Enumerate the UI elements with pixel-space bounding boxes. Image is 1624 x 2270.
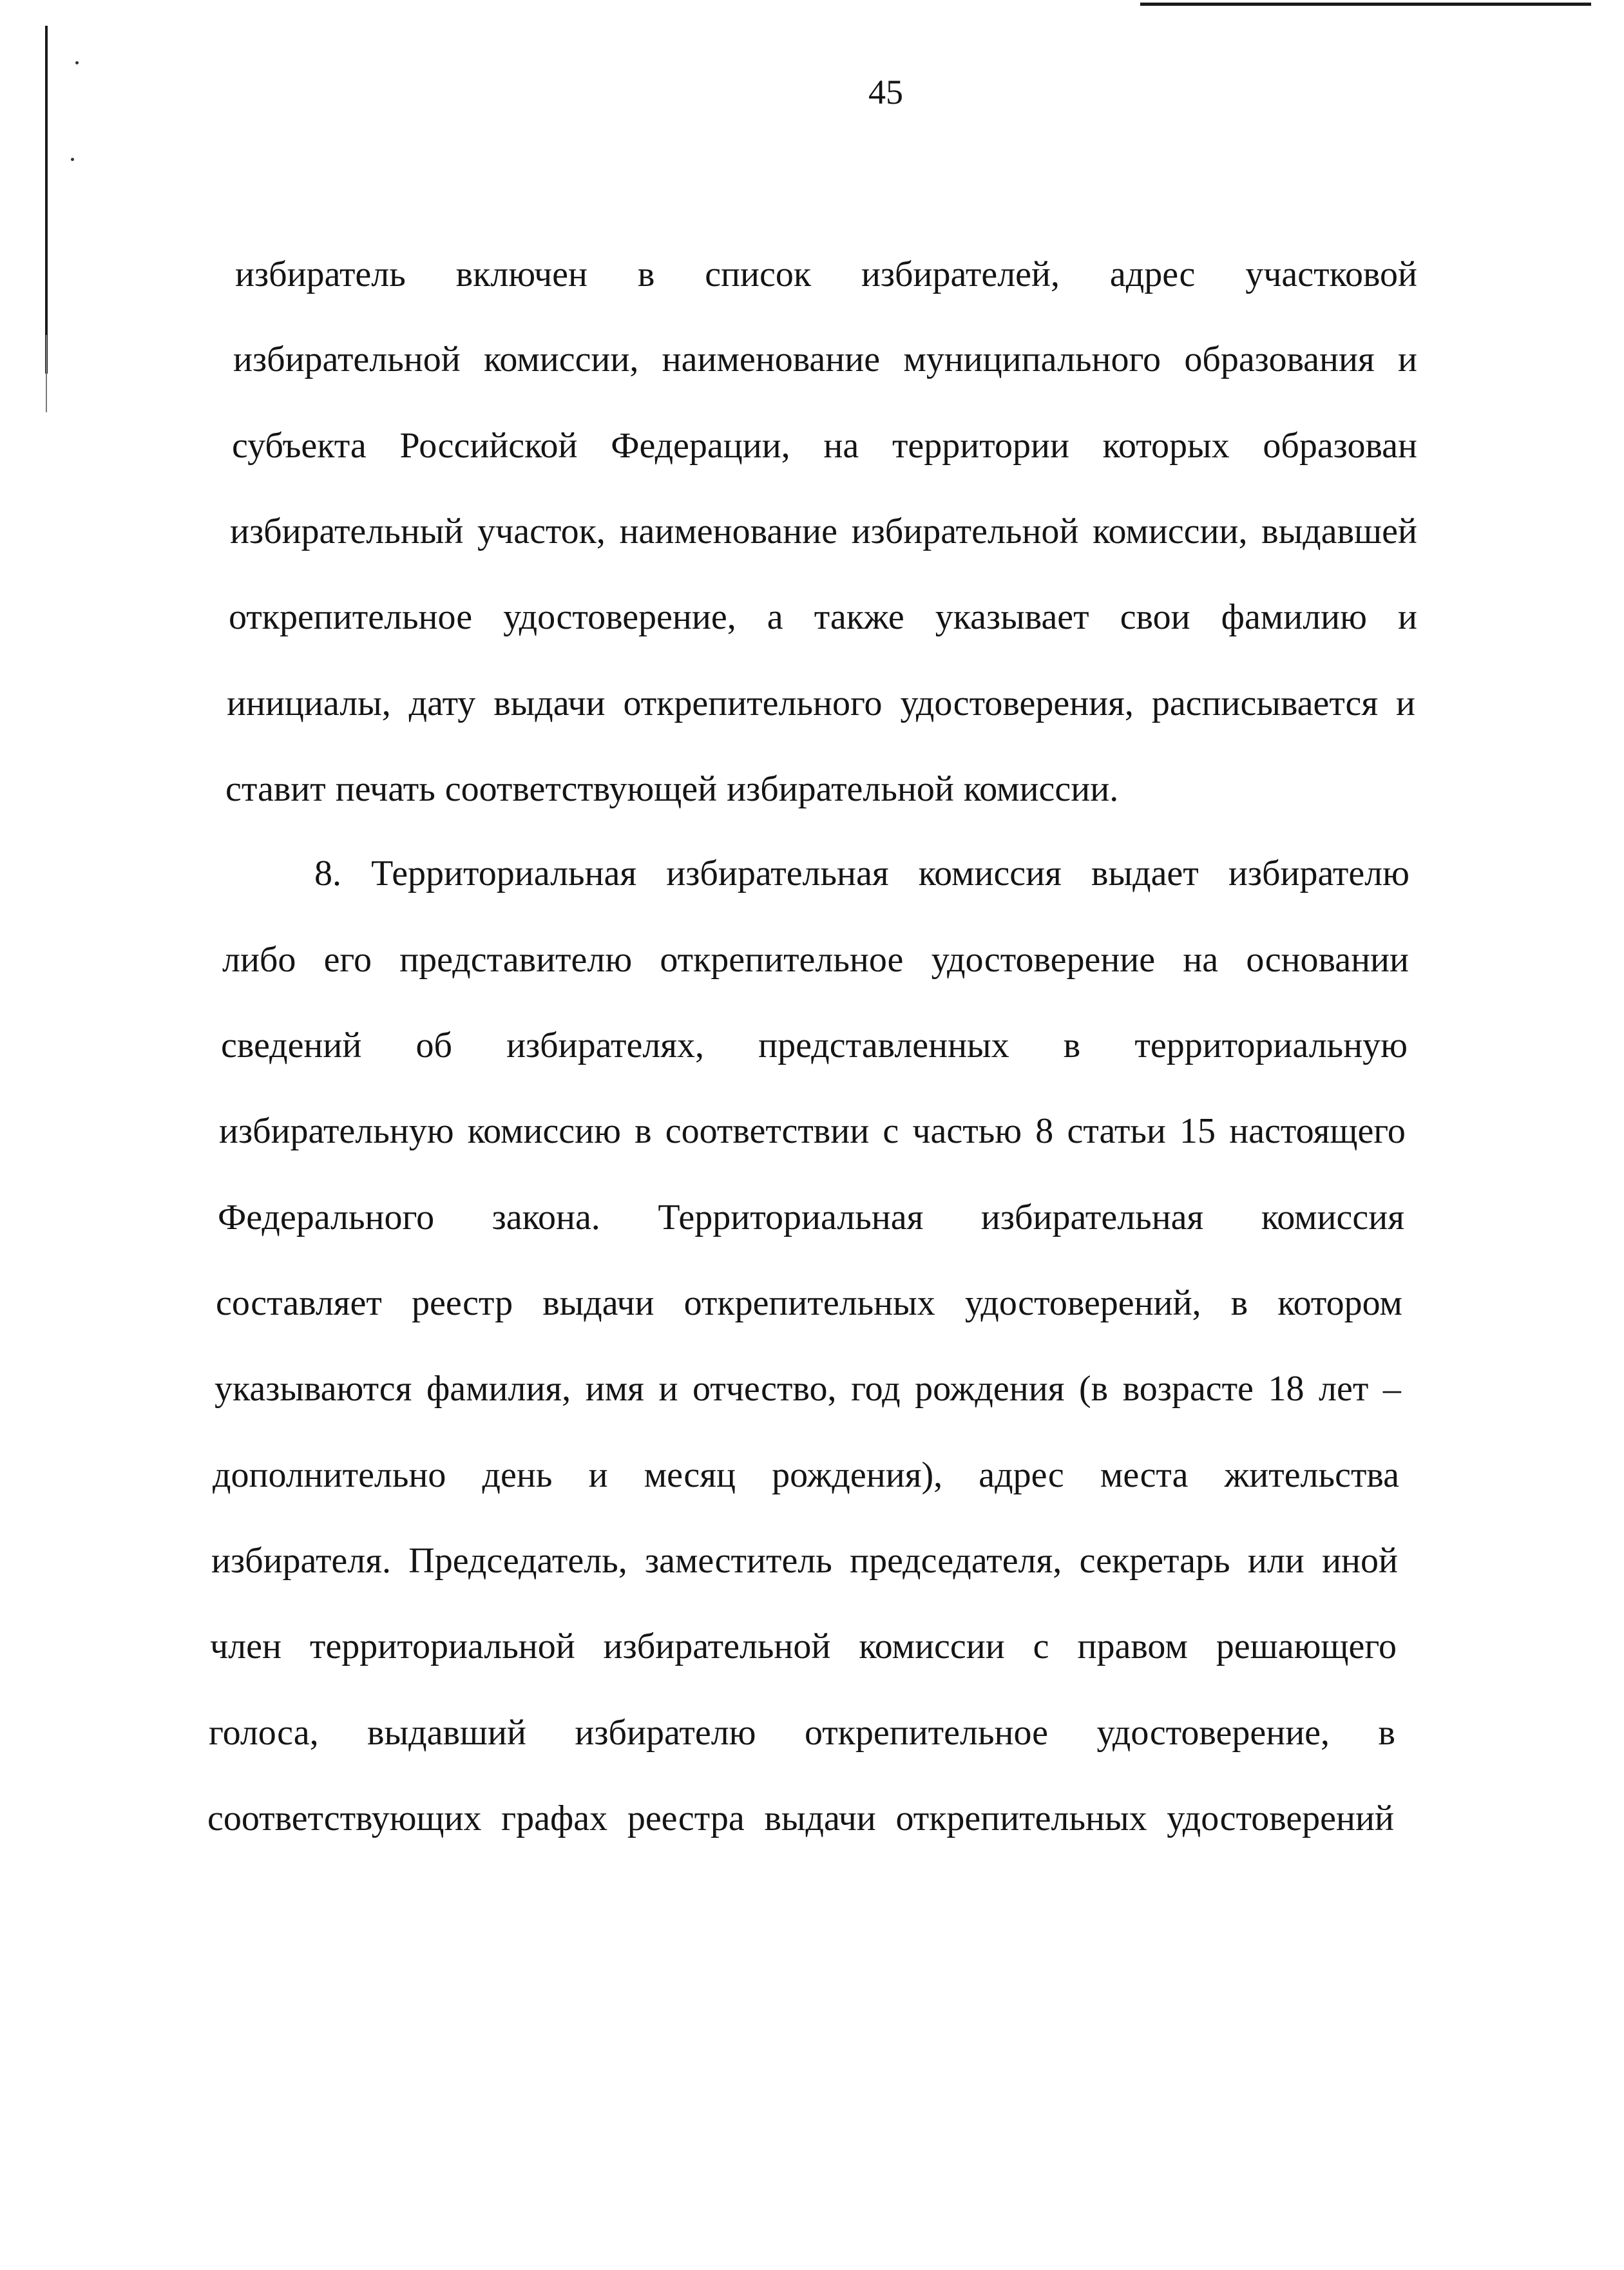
word: избиратель [235, 254, 406, 294]
word: жительства [1224, 1455, 1399, 1495]
word: в [1378, 1713, 1395, 1753]
word: Территориальная [371, 854, 637, 893]
word: графах [501, 1798, 608, 1838]
word: удостоверение [931, 940, 1156, 980]
word: в [1063, 1025, 1081, 1065]
word: секретарь [1079, 1541, 1230, 1581]
word: ставит [225, 769, 326, 809]
text-line [219, 1113, 1406, 1149]
word: на [823, 426, 859, 466]
word: представленных [758, 1025, 1009, 1065]
word: голоса, [209, 1713, 319, 1753]
text-line [233, 341, 1417, 377]
word: правом [1077, 1626, 1188, 1666]
word: места [1100, 1455, 1189, 1495]
word: об [416, 1025, 452, 1065]
word: удостоверения, [900, 683, 1134, 723]
text-line [229, 599, 1417, 635]
word: 15 [1180, 1111, 1216, 1151]
word: избирателю [1228, 854, 1409, 893]
word: либо [222, 940, 296, 980]
word: муниципального [903, 339, 1161, 379]
word: избирательной [603, 1626, 831, 1666]
word: Федерации, [611, 426, 790, 466]
word: избирательный [230, 511, 464, 551]
word: включен [455, 254, 588, 294]
word: участковой [1245, 254, 1417, 294]
word: избирателей, [861, 254, 1060, 294]
word: или [1247, 1541, 1304, 1581]
word: соответствующих [207, 1798, 482, 1838]
text-line [215, 1371, 1401, 1407]
word: дату [408, 683, 476, 723]
word: избирательная [666, 854, 889, 893]
text-line [210, 1628, 1397, 1664]
word: Федерального [218, 1197, 435, 1237]
word: территориальной [309, 1626, 575, 1666]
text-line [235, 256, 1417, 292]
word: рождения), [772, 1455, 943, 1495]
word: комиссии. [963, 769, 1119, 809]
word: свои [1120, 597, 1190, 637]
word: месяц [644, 1455, 736, 1495]
page-number: 45 [868, 73, 903, 111]
text-line [207, 1800, 1394, 1836]
text-line [314, 855, 1409, 892]
word: выдает [1091, 854, 1199, 893]
word: заместитель [645, 1541, 832, 1581]
word: открепительное [229, 597, 473, 637]
word: комиссии, [484, 339, 639, 379]
word: Российской [399, 426, 578, 466]
text-line [216, 1285, 1402, 1321]
word: адрес [979, 1455, 1064, 1495]
word: субъекта [232, 426, 367, 466]
word: образования [1184, 339, 1375, 379]
word: территориальную [1134, 1025, 1408, 1065]
word: с [883, 1111, 899, 1151]
word: в [1230, 1283, 1248, 1323]
text-line [225, 771, 1160, 807]
word: указывает [935, 597, 1089, 637]
word: статьи [1067, 1111, 1166, 1151]
word: решающего [1216, 1626, 1397, 1666]
word: председателя, [850, 1541, 1062, 1581]
text-line [222, 942, 1409, 978]
word: открепительного [623, 683, 883, 723]
word: указываются [215, 1369, 412, 1409]
word: удостоверение, [1096, 1713, 1330, 1753]
word: и [1398, 597, 1417, 637]
word: удостоверений [1167, 1798, 1394, 1838]
word: 8. [314, 854, 341, 893]
word: – [1382, 1369, 1401, 1409]
text-line [227, 685, 1415, 721]
word: образован [1263, 426, 1417, 466]
word: избирателю [575, 1713, 756, 1753]
word: открепительное [660, 940, 904, 980]
word: член [210, 1626, 282, 1666]
word: расписывается [1151, 683, 1379, 723]
word: комиссию [467, 1111, 621, 1151]
word: имя [585, 1369, 644, 1409]
word: реестр [411, 1283, 513, 1323]
word: наименование [662, 339, 881, 379]
word: Территориальная [658, 1197, 924, 1237]
word: печать [335, 769, 435, 809]
word: закона. [492, 1197, 600, 1237]
word: соответствующей [444, 769, 718, 809]
word: возрасте [1122, 1369, 1254, 1409]
word: открепительных [895, 1798, 1147, 1838]
word: фамилия, [426, 1369, 571, 1409]
word: его [323, 940, 372, 980]
text-line [232, 428, 1417, 464]
word: иной [1322, 1541, 1398, 1581]
word: сведений [221, 1025, 362, 1065]
word: которых [1102, 426, 1230, 466]
word: комиссия [1261, 1197, 1404, 1237]
word: 18 [1268, 1369, 1304, 1409]
word: выдачи [542, 1283, 654, 1323]
word: избирательной [727, 769, 954, 809]
word: наименование [619, 511, 837, 551]
word: инициалы, [227, 683, 391, 723]
text-line [218, 1199, 1404, 1235]
scan-binding-mark-faint [46, 335, 47, 412]
word: реестра [627, 1798, 745, 1838]
word: избирательную [219, 1111, 454, 1151]
text-line [209, 1715, 1395, 1751]
word: также [814, 597, 904, 637]
word: котором [1277, 1283, 1402, 1323]
word: удостоверений, [964, 1283, 1201, 1323]
word: Председатель, [408, 1541, 627, 1581]
word: с [1033, 1626, 1049, 1666]
word: настоящего [1229, 1111, 1406, 1151]
word: избирательной [851, 511, 1079, 551]
word: адрес [1109, 254, 1196, 294]
word: (в [1079, 1369, 1109, 1409]
word: фамилию [1221, 597, 1367, 637]
word: комиссии [859, 1626, 1005, 1666]
text-line [221, 1027, 1408, 1063]
word: избирателях, [506, 1025, 705, 1065]
word: список [705, 254, 812, 294]
word: 8 [1035, 1111, 1054, 1151]
word: комиссии, [1093, 511, 1248, 551]
word: избирателя. [211, 1541, 391, 1581]
word: дополнительно [213, 1455, 446, 1495]
word: на [1183, 940, 1219, 980]
word: открепительное [804, 1713, 1048, 1753]
word: удостоверение, [503, 597, 736, 637]
text-line [213, 1457, 1399, 1493]
word: и [1398, 339, 1417, 379]
word: выдавшей [1261, 511, 1417, 551]
word: комиссия [918, 854, 1062, 893]
word: рождения [915, 1369, 1065, 1409]
word: территории [892, 426, 1069, 466]
word: и [1396, 683, 1415, 723]
word: в [635, 1111, 652, 1151]
word: основании [1246, 940, 1409, 980]
word: выдачи [764, 1798, 876, 1838]
word: избирательная [980, 1197, 1204, 1237]
word: выдавший [367, 1713, 526, 1753]
word: отчество, [693, 1369, 837, 1409]
word: участок, [477, 511, 606, 551]
word: и [658, 1369, 678, 1409]
word: открепительных [683, 1283, 935, 1323]
scan-speck [75, 61, 79, 64]
word: составляет [216, 1283, 382, 1323]
word: избирательной [233, 339, 461, 379]
word: соответствии [665, 1111, 870, 1151]
scan-speck [71, 158, 74, 161]
word: лет [1319, 1369, 1369, 1409]
text-line [230, 513, 1417, 549]
word: представителю [399, 940, 633, 980]
word: частью [912, 1111, 1022, 1151]
word: в [637, 254, 655, 294]
word: год [851, 1369, 901, 1409]
word: день [482, 1455, 553, 1495]
word: и [588, 1455, 608, 1495]
word: а [767, 597, 783, 637]
text-line [211, 1543, 1398, 1579]
word: выдачи [493, 683, 606, 723]
scan-edge-rule [1140, 3, 1591, 6]
